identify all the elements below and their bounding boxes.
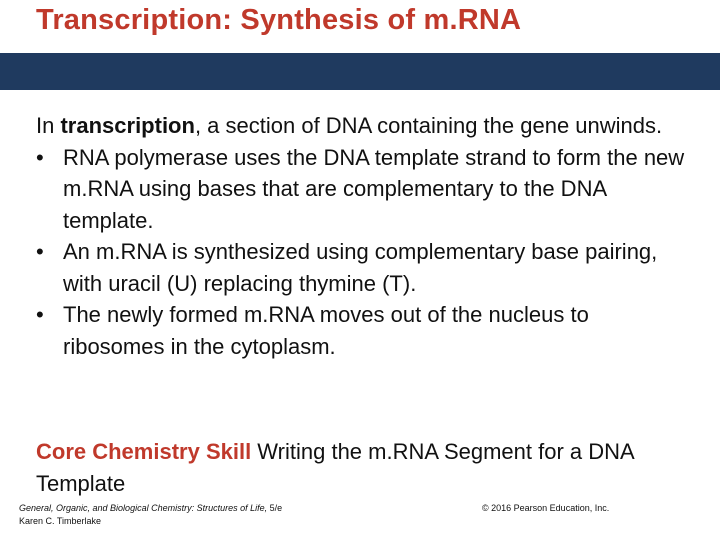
slide-body xyxy=(36,110,696,362)
slide-title: Transcription: Synthesis of m.RNA xyxy=(36,4,522,36)
bullet-icon: • xyxy=(36,239,44,264)
bullet-icon: • xyxy=(36,144,44,170)
footer-citation xyxy=(19,502,282,528)
skill-label: Core Chemistry Skill xyxy=(36,439,252,464)
bullet-list xyxy=(36,142,696,363)
bullet-text: The newly formed m.RNA moves out of the nucleus to ribosomes in the cytoplasm. xyxy=(63,302,589,359)
bullet-item xyxy=(36,236,696,299)
intro-paragraph xyxy=(36,110,696,142)
author: Karen C. Timberlake xyxy=(19,516,102,526)
book-title: General, Organic, and Biological Chemistry: Structures of Life, xyxy=(19,503,268,513)
book-edition: 5/e xyxy=(267,503,283,513)
skill-text: Writing the m.RNA Segment for a DNA Template xyxy=(36,439,634,496)
intro-suffix: , a section of DNA containing the gene unwinds. xyxy=(194,113,663,138)
bullet-icon: • xyxy=(36,302,44,327)
bullet-item xyxy=(36,142,696,237)
core-skill-callout xyxy=(36,436,706,499)
intro-prefix: In xyxy=(36,113,61,138)
bullet-item xyxy=(36,299,696,362)
bullet-text: An m.RNA is synthesized using complementary base pairing, with uracil (U) replacing thymine (T). xyxy=(63,239,658,296)
bullet-text: RNA polymerase uses the DNA template strand to form the new m.RNA using bases that are complementary to the DNA template. xyxy=(63,144,685,233)
book-line xyxy=(19,502,282,515)
copyright: © 2016 Pearson Education, Inc. xyxy=(482,503,610,513)
header-bar xyxy=(0,53,720,90)
key-term: transcription xyxy=(60,113,195,138)
